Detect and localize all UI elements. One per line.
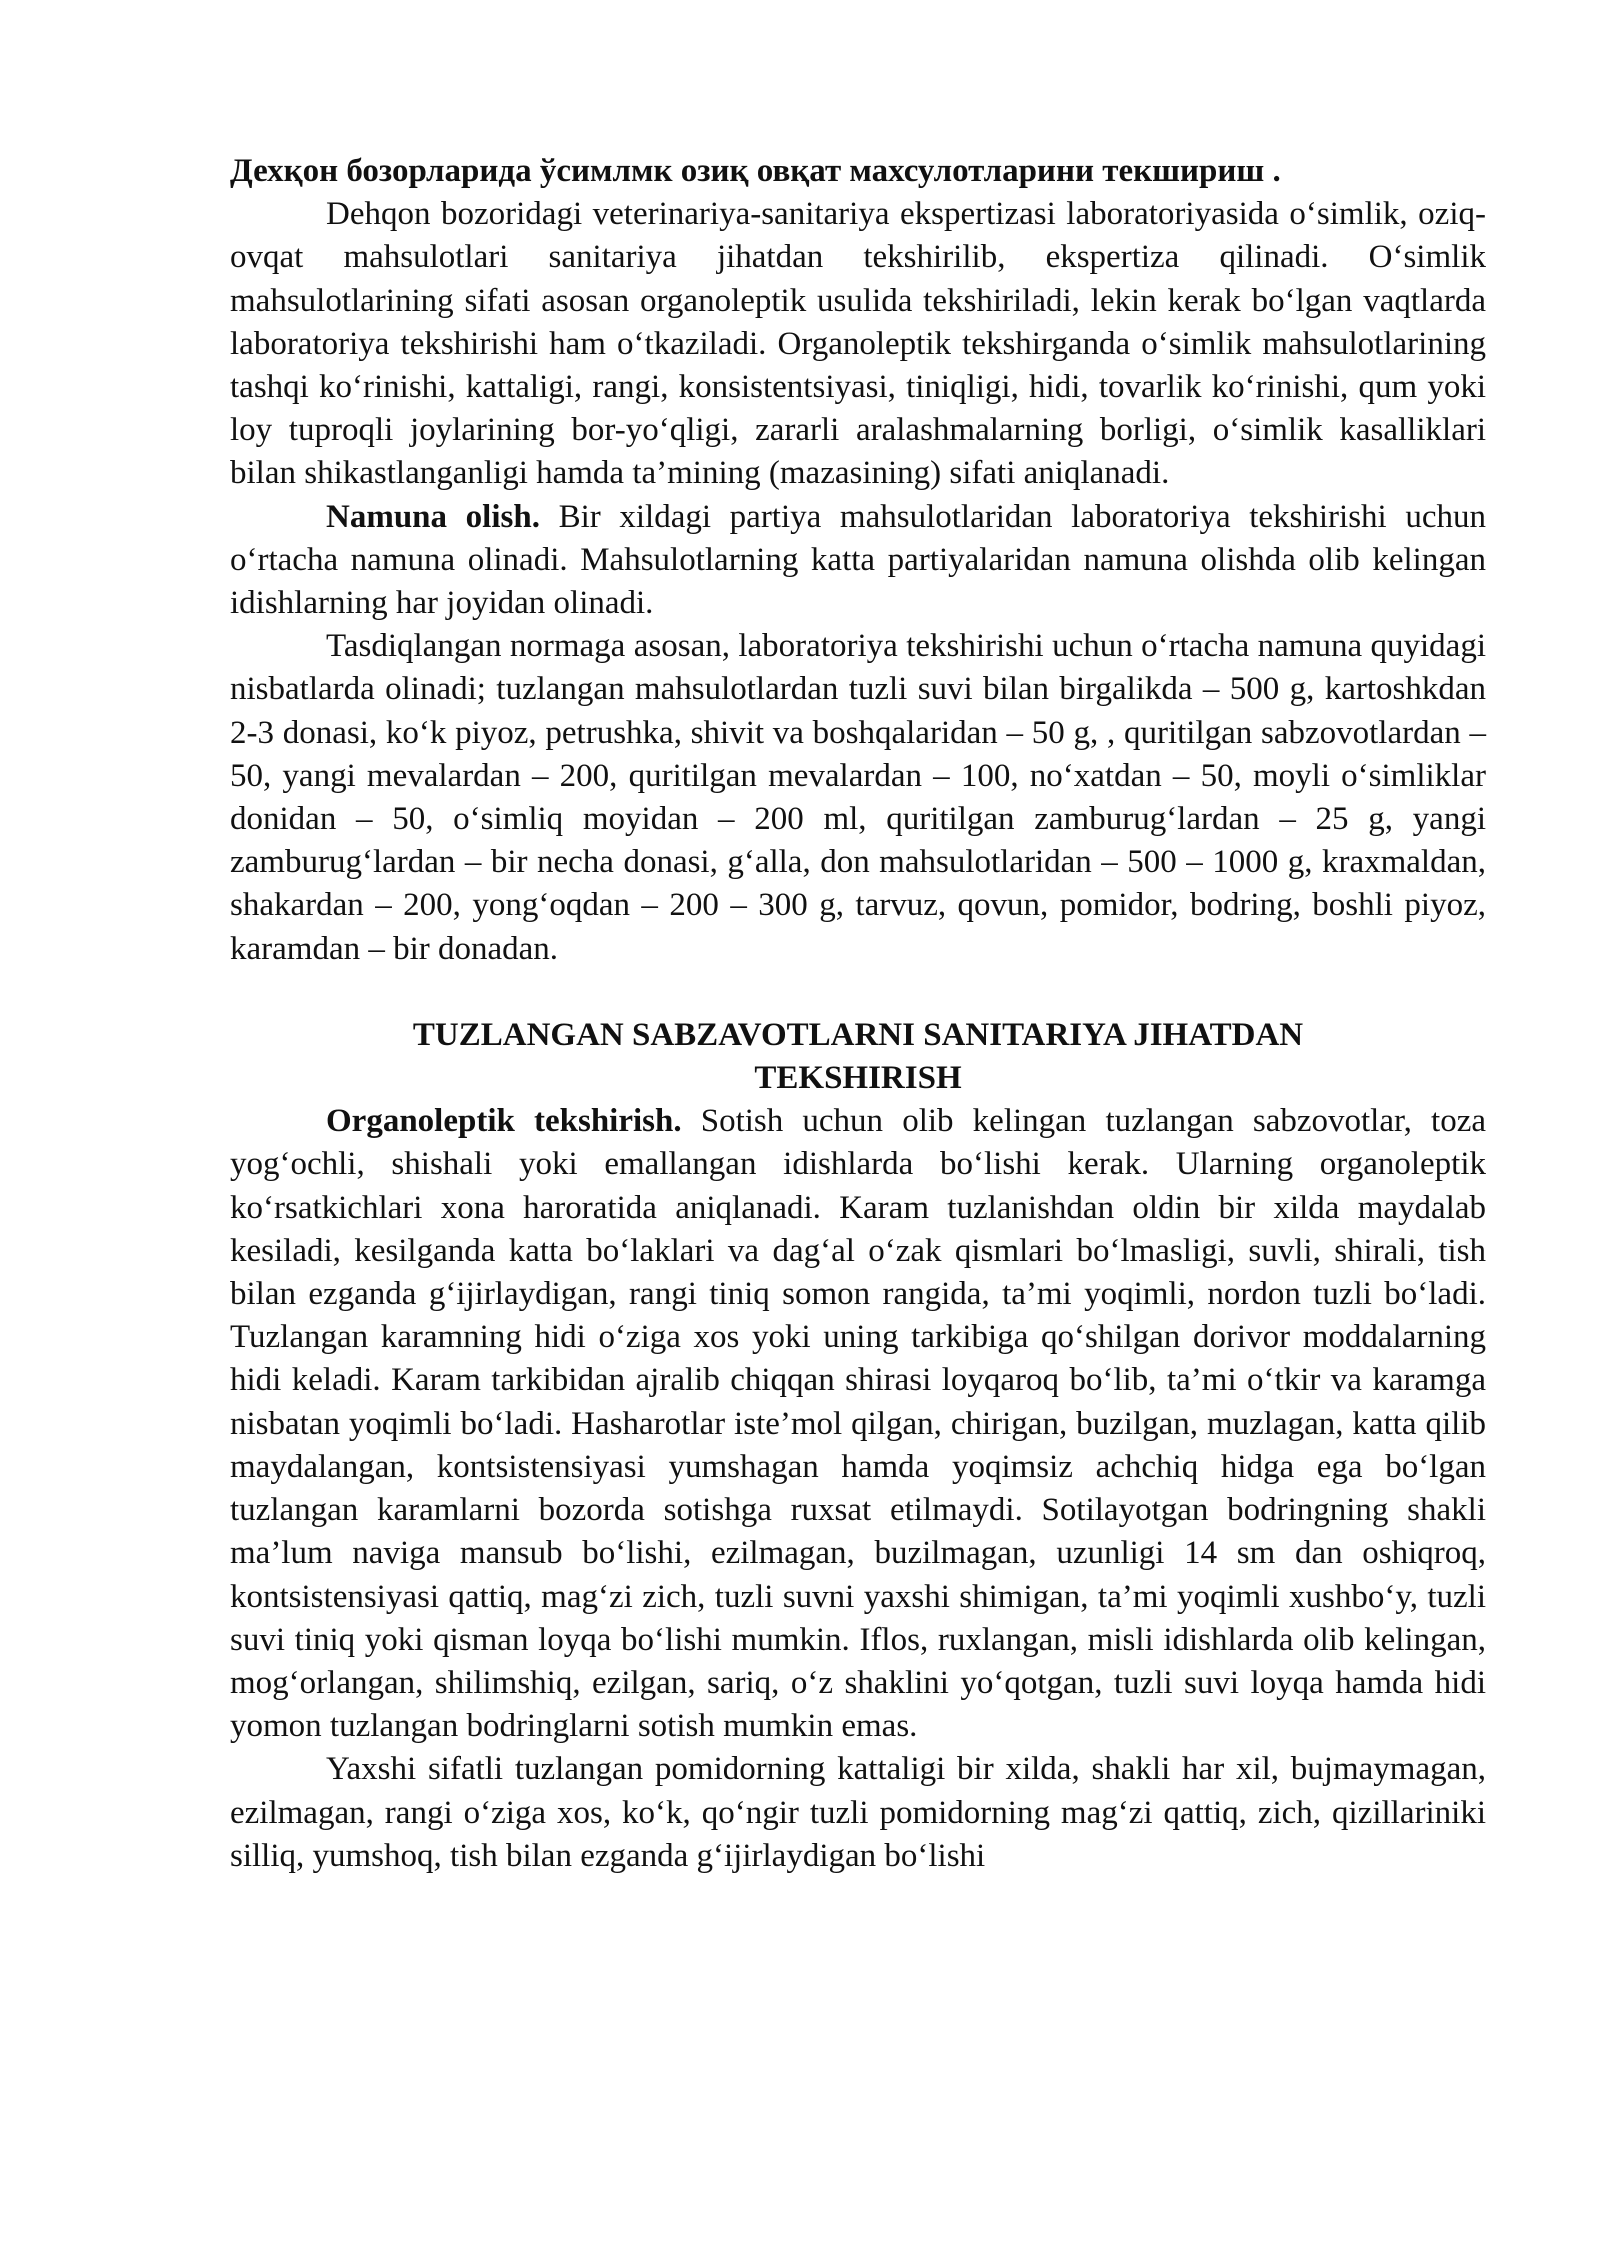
section-title-line-1: TUZLANGAN SABZAVOTLARNI SANITARIYA JIHATDAN [412, 1016, 1304, 1053]
paragraph-organoleptic-text: Sotish uchun olib kelingan tuzlangan sabzovotlar, toza yog‘ochli, shishali yoki emallangan idishlarda bo‘lishi kerak. Ularning organoleptik ko‘rsatkichlari xona haroratida aniqlanadi. Karam tuzlanishdan oldin bir xilda maydalab kesiladi, kesilganda katta bo‘laklari va dag‘al o‘zak qismlari bo‘lmasligi, suvli, shirali, tish bilan ezganda g‘ijirlaydigan, rangi tiniq somon rangida, ta’mi yoqimli, nordon tuzli bo‘ladi. Tuzlangan karamning hidi o‘ziga xos yoki uning tarkibiga qo‘shilgan dorivor moddalarning hidi keladi. Karam tarkibidan ajralib chiqqan shirasi loyqaroq bo‘lib, ta’mi o‘tkir va karamga nisbatan yoqimli bo‘ladi. Hasharotlar iste’mol qilgan, chirigan, buzilgan, muzlagan, katta qilib maydalangan, kontsistensiyasi yumshagan hamda yoqimsiz achchiq hidga ega bo‘lgan tuzlangan karamlarni bozorda sotishga ruxsat etilmaydi. Sotilayotgan bodringning shakli ma’lum naviga mansub bo‘lishi, ezilmagan, buzilmagan, uzunligi 14 sm dan oshiqroq, kontsistensiyasi qattiq, mag‘zi zich, tuzli suvni yaxshi shimigan, ta’mi yoqimli xushbo‘y, tuzli suvi tiniq yoki qisman loyqa bo‘lishi mumkin. Iflos, ruxlangan, misli idishlarda olib kelingan, mog‘orlangan, shilimshiq, ezilgan, sariq, o‘z shaklini yo‘qotgan, tuzli suvi loyqa hamda hidi yomon tuzlangan bodringlarni sotish mumkin emas. [230, 1103, 1486, 1745]
document-page [230, 150, 1486, 1878]
paragraph-sampling-text: Bir xildagi partiya mahsulotlaridan laboratoriya tekshirishi uchun o‘rtacha namuna olinadi. Mahsulotlarning katta partiyalaridan namuna olishda olib kelingan idishlarning har joyidan olinadi. [230, 498, 1487, 622]
paragraph-sampling-heading: Namuna olish. [326, 498, 540, 535]
section-title [230, 1014, 1486, 1100]
paragraph-sample-norms: Tasdiqlangan normaga asosan, laboratoriya tekshirishi uchun o‘rtacha namuna quyidagi nisbatlarda olinadi; tuzlangan mahsulotlardan tuzli suvi bilan birgalikda – 500 g, kartoshkdan 2-3 donasi, ko‘k piyoz, petrushka, shivit va boshqalaridan – 50 g, , quritilgan sabzovotlardan – 50, yangi mevalardan – 200, quritilgan mevalardan – 100, no‘xatdan – 50, moyli o‘simliklar donidan – 50, o‘simliq moyidan – 200 ml, quritilgan zamburug‘lardan – 25 g, yangi zamburug‘lardan – bir necha donasi, g‘alla, don mahsulotlaridan – 500 – 1000 g, kraxmaldan, shakardan – 200, yong‘oqdan – 200 – 300 g, tarvuz, qovun, pomidor, bodring, boshli piyoz, karamdan – bir donadan. [230, 628, 1486, 967]
paragraph-tomatoes: Yaxshi sifatli tuzlangan pomidorning kattaligi bir xilda, shakli har xil, bujmaymagan, ezilmagan, rangi o‘ziga xos, ko‘k, qo‘ngir tuzli pomidorning mag‘zi qattiq, zich, qizillariniki silliq, yumshoq, tish bilan ezganda g‘ijirlaydigan bo‘lishi [230, 1751, 1486, 1874]
paragraph-sampling [230, 496, 1486, 626]
paragraph-organoleptic [230, 1100, 1486, 1748]
section-title-line-2: TEKSHIRISH [754, 1060, 962, 1097]
paragraph-intro: Dehqon bozoridagi veterinariya-sanitariya ekspertizasi laboratoriyasida o‘simlik, oziq-ovqat mahsulotlari sanitariya jihatdan tekshirilib, ekspertiza qilinadi. O‘simlik mahsulotlarining sifati asosan organoleptik usulida tekshiriladi, lekin kerak bo‘lgan vaqtlarda laboratoriya tekshirishi ham o‘tkaziladi. Organoleptik tekshirganda o‘simlik mahsulotlarining tashqi ko‘rinishi, kattaligi, rangi, konsistentsiyasi, tiniqligi, hidi, tovarlik ko‘rinishi, qum yoki loy tuproqli joylarining bor-yo‘qligi, zararli aralashmalarning borligi, o‘simlik kasalliklari bilan shikastlanganligi hamda ta’mining (mazasining) sifati aniqlanadi. [230, 196, 1486, 492]
paragraph-organoleptic-heading: Organoleptik tekshirish. [326, 1103, 682, 1140]
document-title: Дехқон бозорларида ўсимлмк озиқ овқат махсулотларини текшириш . [230, 153, 1281, 189]
